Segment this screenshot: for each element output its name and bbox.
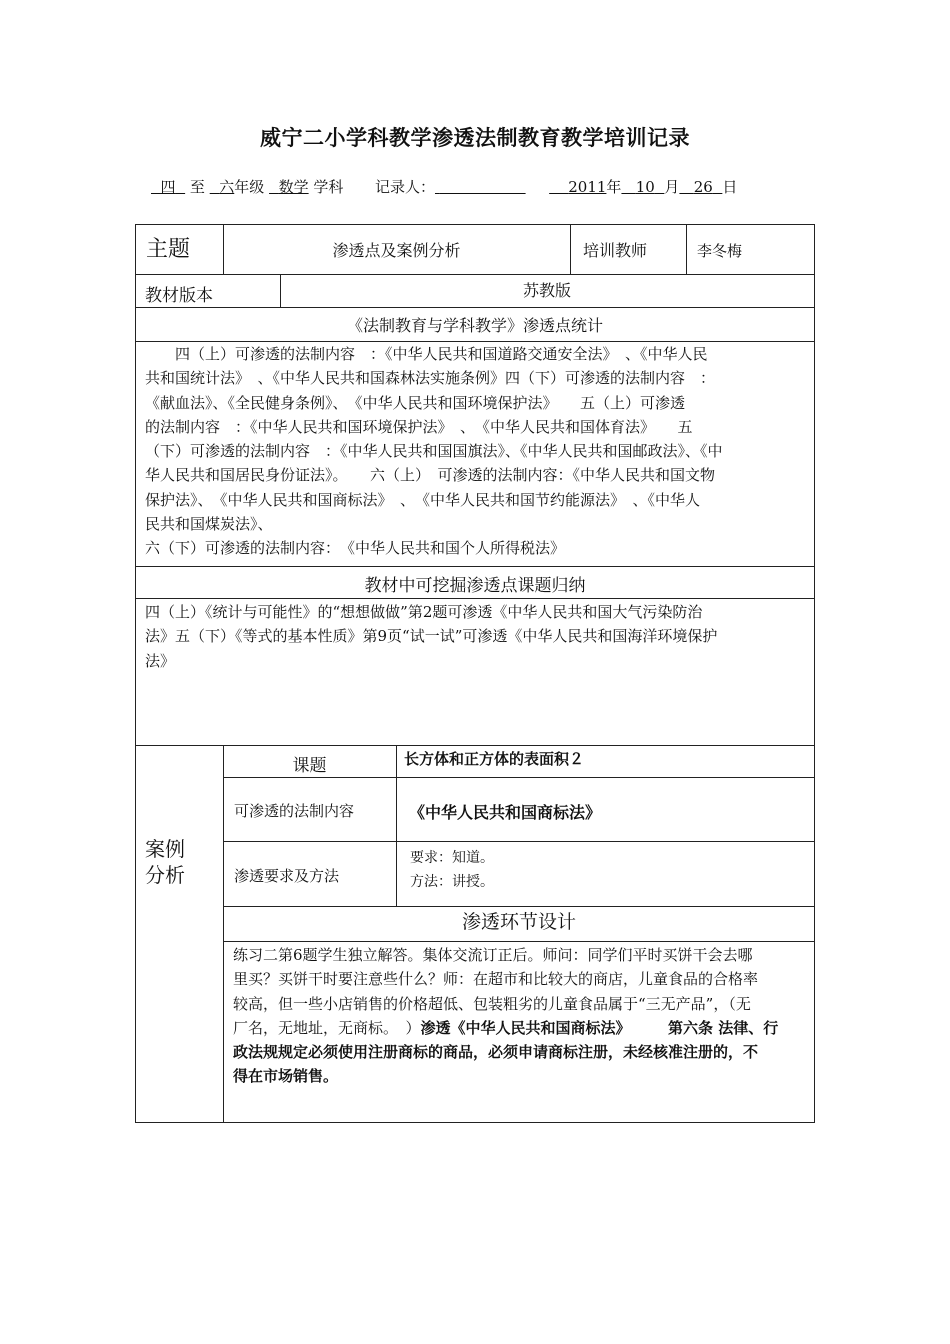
summary-paragraph (145, 600, 811, 673)
summary-line: 法》五（下）《等式的基本性质》第9页“试一试”可渗透《中华人民共和国海洋环境保护 (145, 627, 718, 646)
summary-header: 教材中可挖掘渗透点课题归纳 (364, 576, 586, 596)
summary-line: 法》 (145, 651, 176, 670)
method-approach: 方法：讲授。 (410, 874, 494, 890)
stats-line: 保护法》、 《中华人民共和国商标法》 、 《中华人民共和国节约能源法》 、《中华人 (145, 490, 701, 509)
record-meta-line (143, 176, 737, 197)
stats-line: 共和国统计法》 、《中华人民共和国森林法实施条例》四（下）可渗透的法制内容 ： (145, 369, 716, 388)
topic-value: 渗透点及案例分析 (332, 241, 461, 260)
table-rule (135, 566, 815, 567)
topic-label: 主题 (146, 237, 191, 262)
table-rule (396, 745, 397, 906)
table-rule (135, 274, 815, 275)
day-label: 日 (722, 178, 738, 196)
grade-label: 年级 (234, 178, 265, 196)
table-rule (135, 745, 815, 746)
year-value: 2011 (568, 178, 607, 196)
year-label: 年 (606, 178, 622, 196)
table-rule (223, 777, 815, 778)
trainer-label: 培训教师 (583, 241, 648, 260)
grade-from: 四 (160, 178, 176, 196)
law-label: 可渗透的法制内容 (234, 802, 355, 820)
table-rule (135, 598, 815, 599)
table-rule (223, 841, 815, 842)
method-label: 渗透要求及方法 (234, 867, 340, 885)
stats-line: 四（上）可渗透的法制内容 ：《中华人民共和国道路交通安全法》 、《中华人民 (145, 345, 708, 363)
method-text (410, 846, 494, 894)
table-rule (686, 224, 687, 274)
table-rule (135, 1122, 815, 1123)
subject-label: 学科 (313, 178, 344, 196)
edition-label: 教材版本 (145, 286, 213, 306)
month-value: 10 (635, 178, 655, 196)
design-line: 里买？买饼干时要注意些什么？师：在超市和比较大的商店，儿童食品的合格率 (233, 970, 759, 989)
trainer-value: 李冬梅 (697, 242, 743, 260)
stats-line: 华人民共和国居民身份证法》。 六（上） 可渗透的法制内容：《中华人民共和国文物 (145, 466, 716, 485)
design-header: 渗透环节设计 (461, 911, 576, 933)
stats-line: 民共和国煤炭法》、 (145, 515, 273, 534)
table-rule (570, 224, 571, 274)
stats-line: 的法制内容 ：《中华人民共和国环境保护法》 、 《中华人民共和国体育法》 五 (145, 417, 693, 436)
stats-line: （下）可渗透的法制内容 ：《中华人民共和国国旗法》、《中华人民共和国邮政法》、《中 (145, 442, 723, 461)
summary-line: 四（上）《统计与可能性》的“想想做做”第2题可渗透《中华人民共和国大气污染防治 (145, 603, 703, 621)
case-analysis-label: 案例 分析 (145, 837, 185, 887)
subject-value: 数学 (278, 178, 309, 196)
lesson-label: 课题 (292, 756, 327, 776)
stats-line: 《献血法》、《全民健身条例》、 《中华人民共和国环境保护法》 五（上）可渗透 (145, 393, 686, 412)
grade-to: 六 (219, 178, 235, 196)
day-value: 26 (693, 178, 713, 196)
design-line: 较高，但一些小店销售的价格超低、包装粗劣的儿童食品属于“三无产品”，（无 (233, 994, 751, 1013)
document-title: 威宁二小学科教学渗透法制教育教学培训记录 (260, 125, 690, 150)
method-requirement: 要求：知道。 (410, 850, 494, 866)
table-rule (135, 307, 815, 308)
stats-line: 六（下）可渗透的法制内容： 《中华人民共和国个人所得税法》 (145, 539, 566, 558)
design-paragraph (233, 943, 811, 1089)
law-value: 《中华人民共和国商标法》 (409, 803, 602, 822)
table-rule (814, 224, 815, 1123)
edition-value: 苏教版 (522, 281, 571, 300)
table-rule (135, 224, 815, 225)
month-label: 月 (664, 178, 680, 196)
table-rule (135, 224, 136, 1123)
stats-header: 《法制教育与学科教学》渗透点统计 (346, 316, 603, 335)
table-rule (223, 941, 815, 942)
recorder-value (435, 178, 526, 196)
design-line: 厂名，无地址，无商标。 ）渗透《中华人民共和国商标法》 第六条 法律、行 (233, 1018, 779, 1037)
to-label: 至 (189, 178, 205, 196)
design-line: 得在市场销售。 (233, 1067, 339, 1086)
design-line: 政法规规定必须使用注册商标的商品，必须申请商标注册，未经核准注册的，不 (233, 1043, 759, 1062)
recorder-label: 记录人： (374, 178, 435, 196)
stats-paragraph (145, 342, 811, 561)
lesson-value: 长方体和正方体的表面积２ (404, 750, 585, 768)
design-line: 练习二第6题学生独立解答。集体交流订正后。师问：同学们平时买饼干会去哪 (233, 946, 753, 964)
